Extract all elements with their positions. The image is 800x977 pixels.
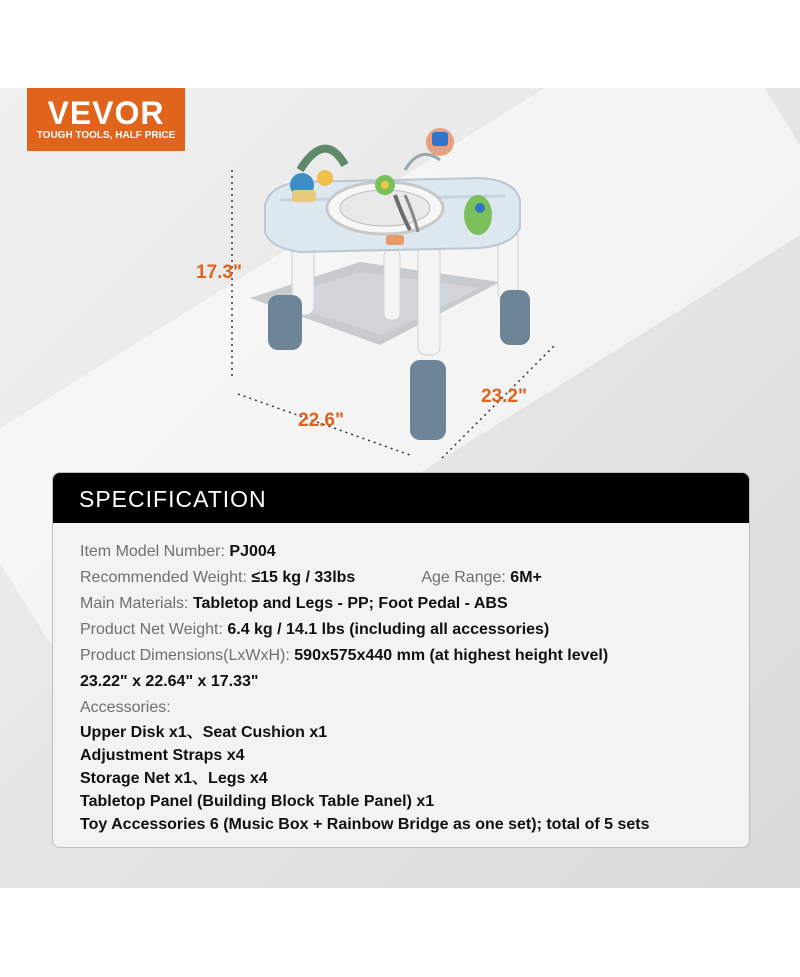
dimensions-value: 590x575x440 mm (at highest height level) (294, 647, 609, 664)
spec-row-dimensions (80, 643, 749, 669)
dimensions-inches-value: 23.22" x 22.64" x 17.33" (80, 673, 259, 690)
spec-row-materials (80, 591, 749, 617)
spec-row-accessories (80, 695, 749, 721)
specification-title: SPECIFICATION (53, 473, 749, 523)
dimension-width-label: 22.6" (298, 410, 344, 431)
brand-name: VEVOR (47, 95, 165, 131)
accessory-item: Storage Net x1、Legs x4 (80, 770, 268, 787)
spec-row-dimensions-inches (80, 669, 749, 695)
accessory-item: Tabletop Panel (Building Block Table Panel) x1 (80, 793, 435, 810)
spec-row-net-weight (80, 617, 749, 643)
accessory-item: Adjustment Straps x4 (80, 747, 245, 764)
brand-tagline: TOUGH TOOLS, HALF PRICE (36, 130, 176, 141)
spec-row-model (80, 539, 749, 565)
materials-value: Tabletop and Legs - PP; Foot Pedal - ABS (192, 595, 508, 612)
specification-panel (52, 472, 750, 848)
spec-row-weight (80, 565, 749, 591)
model-label: Item Model Number: (80, 543, 225, 560)
accessories-label: Accessories: (80, 699, 171, 716)
model-value: PJ004 (229, 543, 276, 560)
dimension-depth-label: 23.2" (481, 386, 527, 407)
net-weight-value: 6.4 kg / 14.1 lbs (including all accessories) (227, 621, 550, 638)
materials-label: Main Materials: (80, 595, 189, 612)
age-label: Age Range: (421, 569, 506, 586)
dimension-height-label: 17.3" (196, 262, 242, 283)
accessory-item: Upper Disk x1、Seat Cushion x1 (80, 724, 328, 741)
weight-value: ≤15 kg / 33lbs (251, 569, 356, 586)
accessory-item: Toy Accessories 6 (Music Box + Rainbow Bridge as one set); total of 5 sets (80, 816, 650, 833)
net-weight-label: Product Net Weight: (80, 621, 223, 638)
age-value: 6M+ (510, 569, 542, 586)
activity-table-illustration (0, 0, 800, 470)
specification-body (53, 523, 749, 836)
dimensions-label: Product Dimensions(LxWxH): (80, 647, 290, 664)
weight-label: Recommended Weight: (80, 569, 247, 586)
